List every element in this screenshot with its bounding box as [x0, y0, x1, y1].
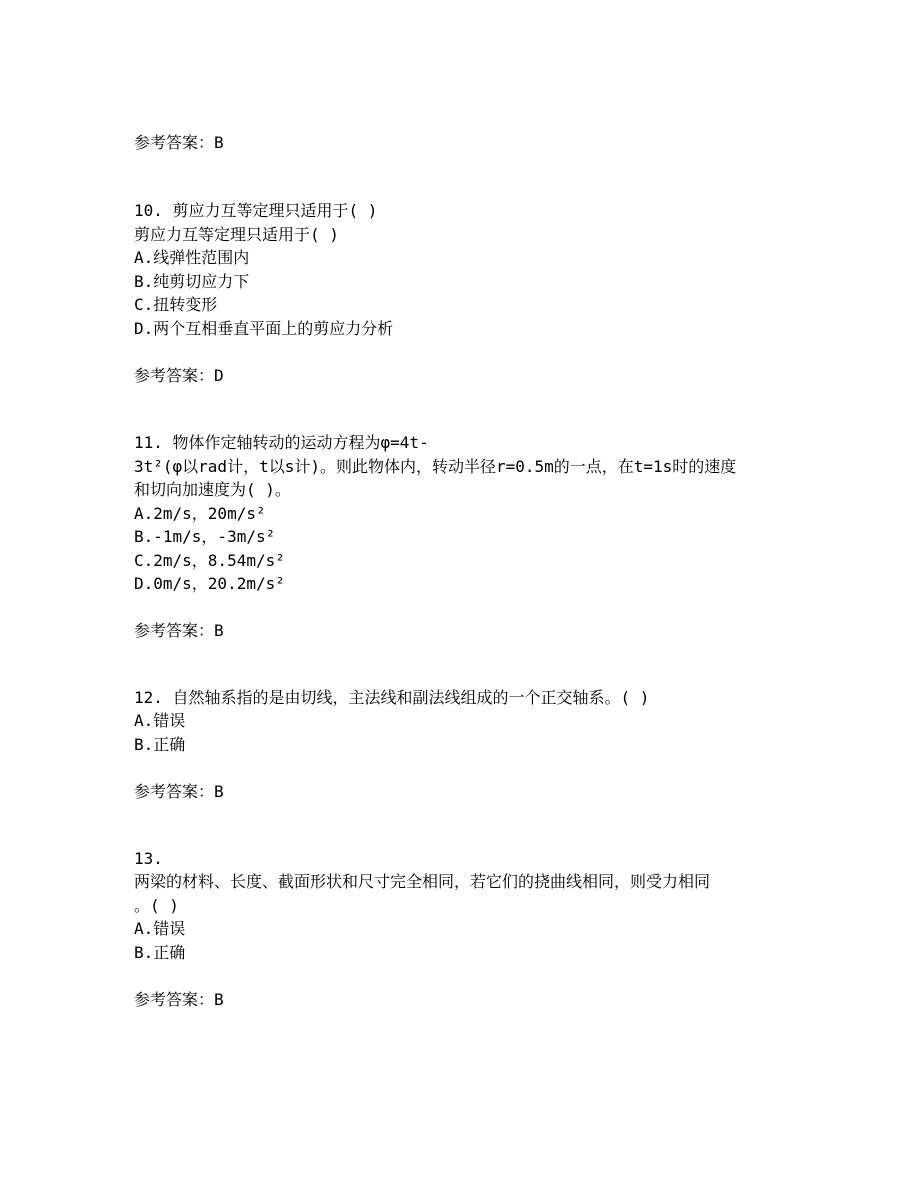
- question-stem-line: 11. 物体作定轴转动的运动方程为φ=4t-: [134, 433, 429, 452]
- answer-line: 参考答案：B: [134, 621, 224, 640]
- answer-line: 参考答案：B: [134, 782, 224, 801]
- option-a: A.错误: [134, 919, 186, 938]
- option-d: D.两个互相垂直平面上的剪应力分析: [134, 319, 394, 338]
- answer-line: 参考答案：B: [134, 133, 224, 152]
- option-b: B.正确: [134, 735, 186, 754]
- option-b: B.纯剪切应力下: [134, 272, 250, 291]
- question-stem-line: 。( ): [134, 896, 179, 915]
- option-a: A.2m/s，20m/s²: [134, 504, 266, 523]
- answer-line: 参考答案：B: [134, 990, 224, 1009]
- question-stem-line: 12. 自然轴系指的是由切线，主法线和副法线组成的一个正交轴系。( ): [134, 688, 650, 707]
- option-b: B.正确: [134, 943, 186, 962]
- option-a: A.线弹性范围内: [134, 248, 250, 267]
- option-d: D.0m/s，20.2m/s²: [134, 574, 285, 593]
- question-stem-line: 剪应力互等定理只适用于( ): [134, 225, 339, 244]
- option-c: C.2m/s，8.54m/s²: [134, 551, 285, 570]
- question-stem-line: 10. 剪应力互等定理只适用于( ): [134, 201, 378, 220]
- answer-line: 参考答案：D: [134, 366, 224, 385]
- question-stem-line: 13.: [134, 849, 163, 868]
- option-b: B.-1m/s，-3m/s²: [134, 527, 276, 546]
- option-c: C.扭转变形: [134, 295, 218, 314]
- question-stem-line: 两梁的材料、长度、截面形状和尺寸完全相同，若它们的挠曲线相同，则受力相同: [134, 872, 711, 891]
- option-a: A.错误: [134, 711, 186, 730]
- question-stem-line: 3t²(φ以rad计，t以s计)。则此物体内，转动半径r=0.5m的一点，在t=1s时的速度: [134, 457, 737, 476]
- question-stem-line: 和切向加速度为( )。: [134, 480, 291, 499]
